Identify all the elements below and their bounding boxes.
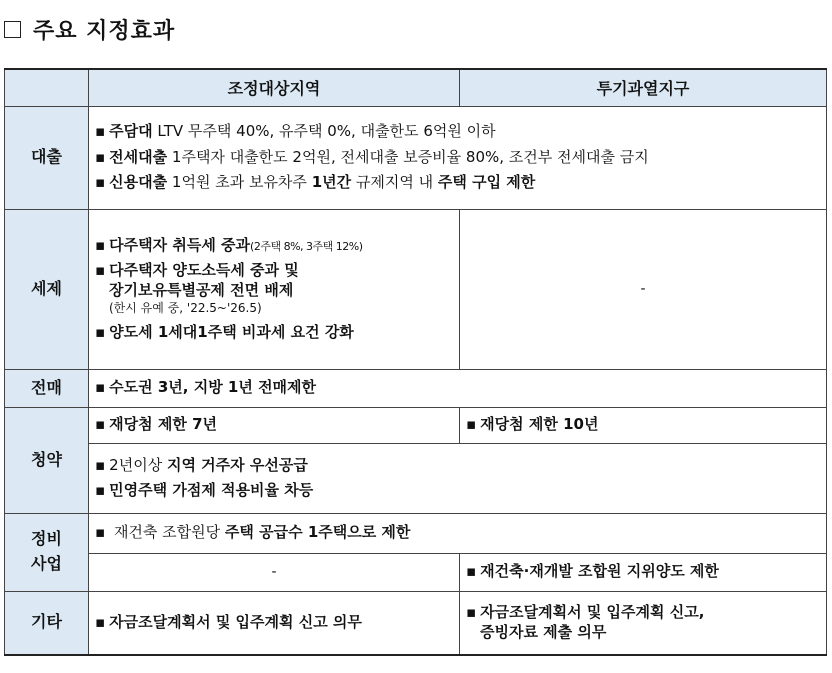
list-item: ▪ 신용대출 1억원 초과 보유차주 1년간 규제지역 내 주택 구입 제한 — [95, 173, 536, 192]
table-header-row — [5, 69, 827, 106]
regulation-table — [4, 68, 827, 656]
list-item: ▪ 재건축·재개발 조합원 지위양도 제한 — [466, 562, 719, 581]
bullet-icon: ▪ — [466, 415, 477, 434]
list-item: ▪ 다주택자 취득세 중과(2주택 8%, 3주택 12%) — [95, 235, 363, 254]
bullet-icon: ▪ — [95, 378, 106, 397]
list-item: ▪ 주담대 LTV 무주택 40%, 유주택 0%, 대출한도 6억원 이하 — [95, 122, 496, 141]
category-loan: 대출 — [5, 106, 89, 209]
bullet-icon: ▪ — [95, 455, 106, 474]
table-row-other — [5, 591, 827, 655]
list-item: ▪ 전세대출 1주택자 대출한도 2억원, 전세대출 보증비율 80%, 조건부 전세대출 금지 — [95, 147, 649, 166]
list-item: ▪ 민영주택 가점제 적용비율 차등 — [95, 481, 314, 499]
tax-cell — [89, 209, 460, 369]
renewal-speculation — [460, 553, 827, 591]
category-other: 기타 — [5, 591, 89, 655]
table-row-loan — [5, 106, 827, 209]
list-item: ▪ 수도권 3년, 지방 1년 전매제한 — [95, 378, 317, 397]
other-right — [460, 591, 827, 655]
bullet-icon: ▪ — [95, 261, 106, 280]
category-resale: 전매 — [5, 369, 89, 407]
loan-cell — [89, 106, 827, 209]
header-empty — [5, 69, 89, 106]
category-subscription: 청약 — [5, 407, 89, 513]
table-row-renewal-2 — [5, 553, 827, 591]
note-text: (한시 유예 중, '22.5~'26.5) — [109, 301, 262, 316]
page-title — [4, 14, 175, 45]
bullet-icon: ▪ — [95, 147, 106, 166]
list-item: ▪ 재당첨 제한 7년 — [95, 415, 217, 434]
bullet-icon: ▪ — [95, 481, 106, 499]
table-row-subscription-2 — [5, 443, 827, 513]
list-item: ▪ 양도세 1세대1주택 비과세 요건 강화 — [95, 322, 354, 341]
bullet-icon: ▪ — [95, 122, 106, 141]
category-renewal: 정비 사업 — [5, 513, 89, 591]
header-speculation-zone: 투기과열지구 — [460, 69, 827, 106]
table-row-resale — [5, 369, 827, 407]
bullet-icon: ▪ — [95, 322, 106, 341]
renewal-adjusted-empty: - — [89, 553, 460, 591]
subscription-common — [89, 443, 827, 513]
list-item: ▪ 자금조달계획서 및 입주계획 신고, 증빙자료 제출 의무 — [466, 603, 705, 641]
bullet-icon: ▪ — [95, 523, 106, 542]
title-text: 주요 지정효과 — [33, 19, 176, 44]
bullet-icon: ▪ — [95, 235, 106, 254]
bullet-icon: ▪ — [466, 562, 477, 581]
subscription-left — [89, 407, 460, 443]
tax-speculation-empty: - — [460, 209, 827, 369]
category-tax: 세제 — [5, 209, 89, 369]
resale-cell — [89, 369, 827, 407]
table-row-tax — [5, 209, 827, 369]
bullet-icon: ▪ — [95, 613, 106, 631]
renewal-common — [89, 513, 827, 553]
subscription-right — [460, 407, 827, 443]
list-item: ▪ 재당첨 제한 10년 — [466, 415, 599, 434]
list-item: ▪ 다주택자 양도소득세 중과 및 장기보유특별공제 전면 배제 (한시 유예 중, '22.5~'26.5) — [95, 261, 453, 317]
bullet-icon: ▪ — [95, 173, 106, 192]
bullet-icon: ▪ — [95, 415, 106, 434]
list-item: ▪ 2년이상 지역 거주자 우선공급 — [95, 455, 308, 474]
other-left — [89, 591, 460, 655]
table-row-subscription-1 — [5, 407, 827, 443]
bullet-icon: ▪ — [466, 603, 477, 622]
list-item: ▪ 재건축 조합원당 주택 공급수 1주택으로 제한 — [95, 523, 411, 542]
checkbox-square-icon — [4, 21, 21, 38]
list-item: ▪ 자금조달계획서 및 입주계획 신고 의무 — [95, 613, 362, 631]
header-adjusted-area: 조정대상지역 — [89, 69, 460, 106]
table-row-renewal-1 — [5, 513, 827, 553]
